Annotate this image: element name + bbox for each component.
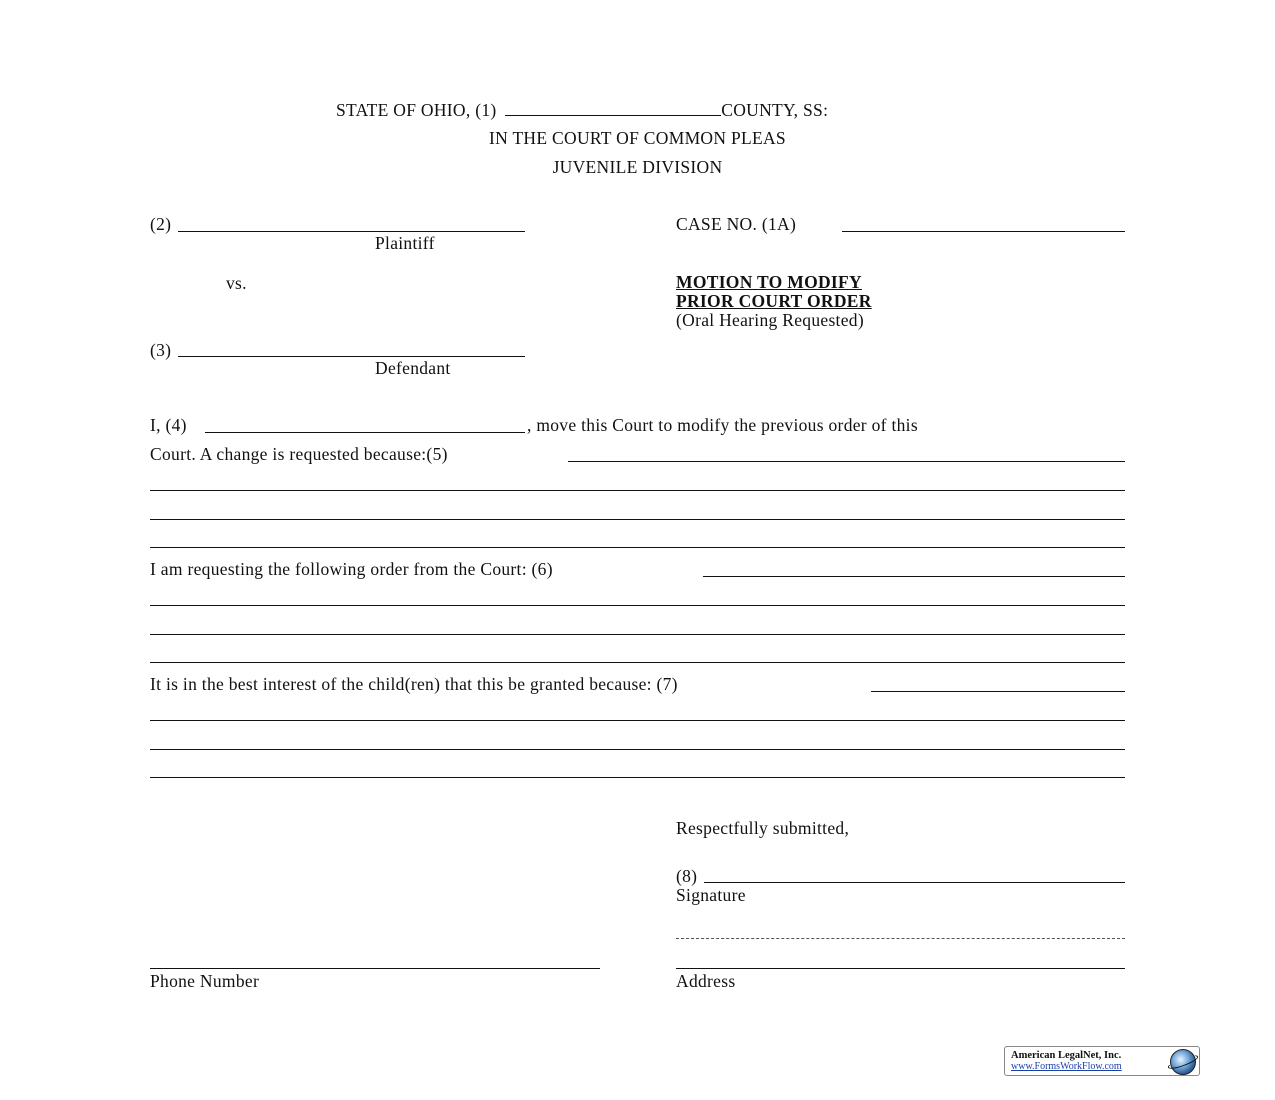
address-line-1[interactable] [676,938,1125,939]
globe-icon [1170,1049,1196,1075]
defendant-blank[interactable] [178,356,525,357]
address-label: Address [676,971,736,991]
signature-blank[interactable] [704,882,1125,883]
order-line-4[interactable] [150,662,1125,663]
interest-line-4[interactable] [150,777,1125,778]
order-prompt: I am requesting the following order from the Court: (6) [150,559,553,579]
motion-title-line2: PRIOR COURT ORDER [676,291,872,311]
defendant-number: (3) [150,340,172,360]
interest-prompt: It is in the best interest of the child(ren) that this be granted because: (7) [150,674,678,694]
motion-text: , move this Court to modify the previous order of this [527,415,918,435]
versus-text: vs. [226,273,247,293]
address-line-2[interactable] [676,968,1125,969]
interest-line-3[interactable] [150,749,1125,750]
county-suffix: COUNTY, SS: [721,100,829,120]
plaintiff-blank[interactable] [178,231,525,232]
reason-line-4[interactable] [150,547,1125,548]
interest-line-2[interactable] [150,720,1125,721]
logo-url-link[interactable]: www.FormsWorkFlow.com [1011,1061,1122,1072]
case-number-label: CASE NO. (1A) [676,214,797,234]
plaintiff-label: Plaintiff [375,233,435,253]
motion-subtitle: (Oral Hearing Requested) [676,310,864,330]
state-prefix: STATE OF OHIO, (1) [336,100,497,120]
order-line-2[interactable] [150,605,1125,606]
phone-blank[interactable] [150,968,600,969]
logo-company: American LegalNet, Inc. [1011,1050,1122,1061]
defendant-label: Defendant [375,358,451,378]
signature-number: (8) [676,866,698,886]
movant-prefix: I, (4) [150,415,187,435]
closing-text: Respectfully submitted, [676,818,850,838]
plaintiff-number: (2) [150,214,172,234]
reason-line-2[interactable] [150,490,1125,491]
motion-title-line1: MOTION TO MODIFY [676,272,862,292]
reason-prompt: Court. A change is requested because:(5) [150,444,448,464]
court-division: JUVENILE DIVISION [552,157,723,177]
american-legalnet-logo[interactable] [1004,1046,1200,1076]
movant-name-blank[interactable] [205,432,525,433]
order-line-1[interactable] [703,576,1125,577]
county-blank[interactable] [505,101,721,116]
signature-label: Signature [676,885,746,905]
reason-line-1[interactable] [568,461,1125,462]
order-line-3[interactable] [150,634,1125,635]
interest-line-1[interactable] [871,691,1125,692]
case-number-blank[interactable] [842,231,1125,232]
phone-label: Phone Number [150,971,260,991]
court-header-state [336,101,828,120]
court-name: IN THE COURT OF COMMON PLEAS [489,128,786,148]
reason-line-3[interactable] [150,519,1125,520]
